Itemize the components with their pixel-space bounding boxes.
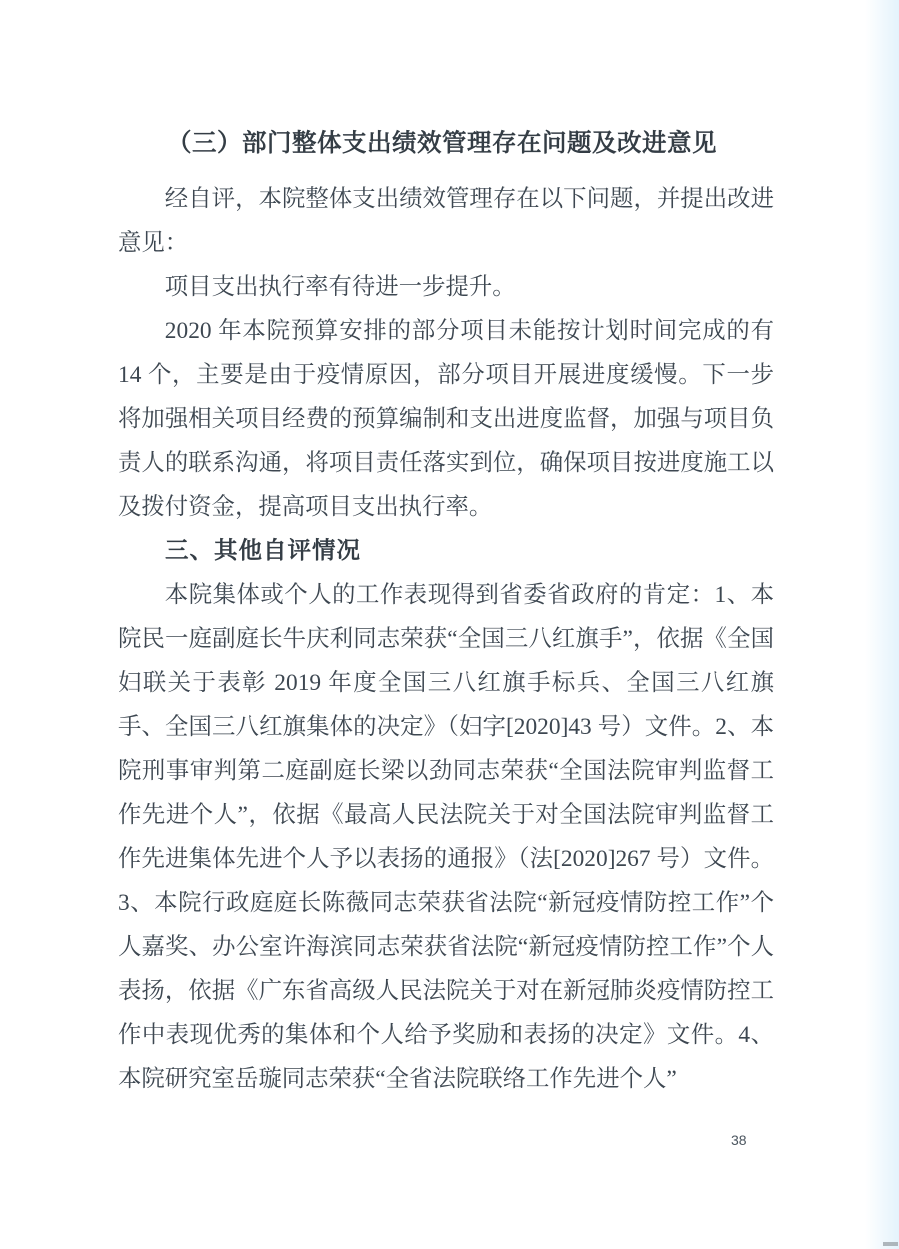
paragraph-improvement: 2020 年本院预算安排的部分项目未能按计划时间完成的有 14 个，主要是由于疫情原因，部分项目开展进度缓慢。下一步将加强相关项目经费的预算编制和支出进度监督，加强与项目负责人的联系沟通，将项目责任落实到位，确保项目按进度施工以及拨付资金，提高项目支出执行率。	[118, 318, 774, 520]
paragraph-other-evaluation: 本院集体或个人的工作表现得到省委省政府的肯定：1、本院民一庭副庭长牛庆利同志荣获“全国三八红旗手”，依据《全国妇联关于表彰 2019 年度全国三八红旗手标兵、全国三八红旗手、全国三八红旗集体的决定》（妇字[2020]43 号）文件。2、本院刑事审判第二庭副庭长梁以劲同志荣获“全国法院审判监督工作先进个人”，依据《最高人民法院关于对全国法院审判监督工作先进集体先进个人予以表扬的通报》（法[2020]267 号）文件。3、本院行政庭庭长陈薇同志荣获省法院“新冠疫情防控工作”个人嘉奖、办公室许海滨同志荣获省法院“新冠疫情防控工作”个人表扬，依据《广东省高级人民法院关于对在新冠肺炎疫情防控工作中表现优秀的集体和个人给予奖励和表扬的决定》文件。4、本院研究室岳璇同志荣获“全省法院联络工作先进个人”	[118, 582, 774, 1092]
scan-edge-tint	[865, 0, 899, 1249]
paragraph-intro: 经自评，本院整体支出绩效管理存在以下问题，并提出改进意见：	[118, 186, 774, 256]
scan-corner-artifact	[883, 1242, 898, 1246]
section-heading-other: 三、其他自评情况	[165, 538, 361, 564]
page-number: 38	[731, 1132, 747, 1148]
document-body	[118, 0, 774, 1101]
section-heading-problems: （三）部门整体支出绩效管理存在问题及改进意见	[167, 130, 717, 157]
paragraph-issue: 项目支出执行率有待进一步提升。	[164, 274, 516, 300]
